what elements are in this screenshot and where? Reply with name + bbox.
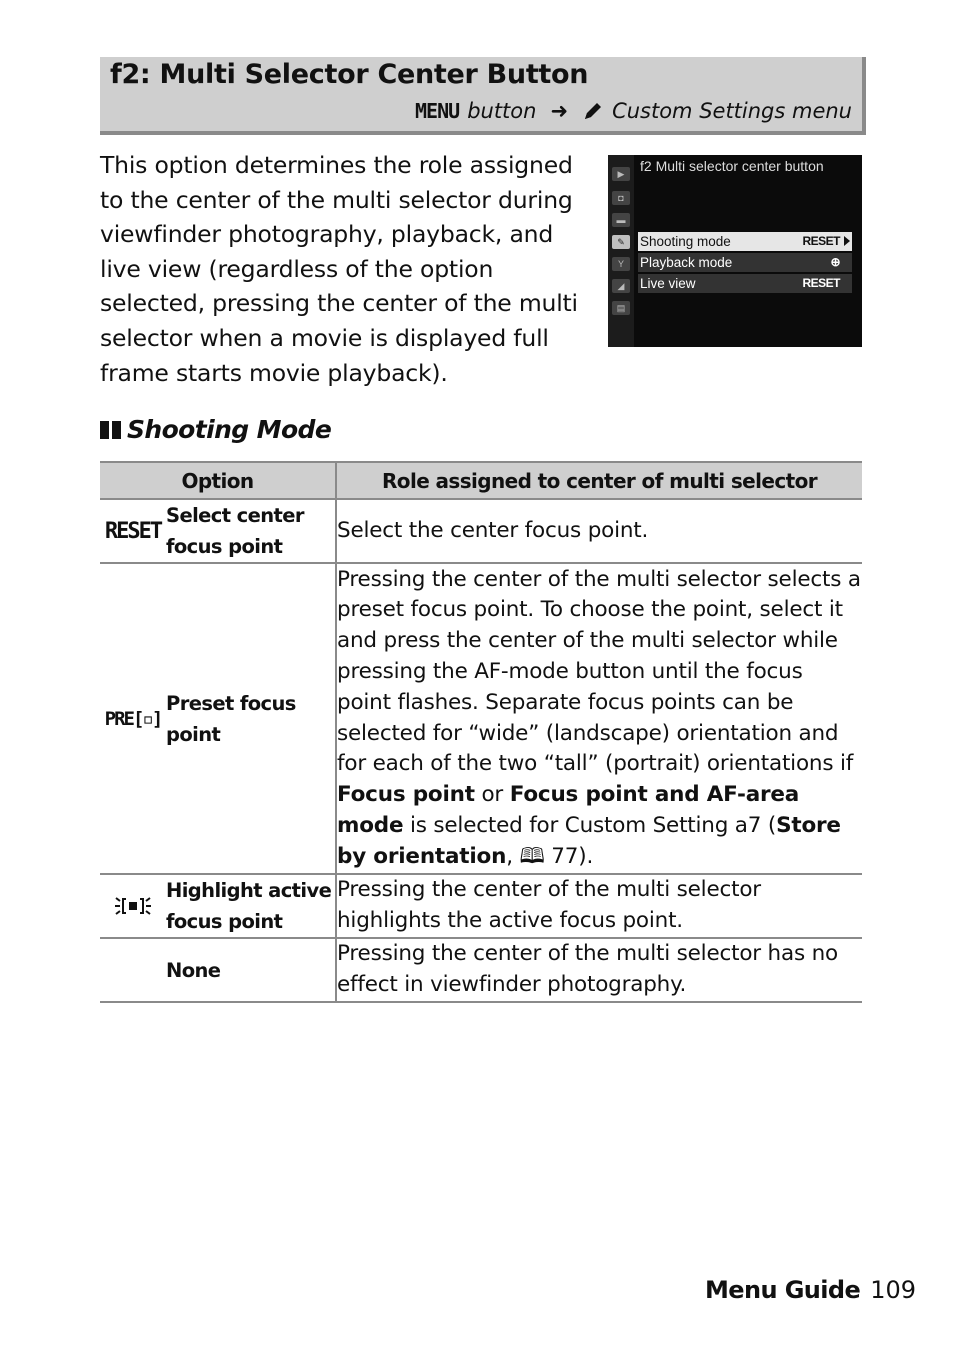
table-row bbox=[100, 874, 862, 938]
option-description: Select the center focus point. bbox=[336, 499, 862, 563]
option-name: Preset focus point bbox=[166, 691, 296, 746]
desc-text: Pressing the center of the multi selector selects a preset focus point. To choose the point, select it and press the center of the multi selector while pressing the AF-mode button until the focus point flashes. Separate focus points can be selected for “wide” (landscape) orientation and for each of the two “tall” (portrait) orientations if bbox=[337, 566, 861, 777]
option-cell bbox=[100, 499, 336, 563]
playback-tab-icon: ▶ bbox=[612, 167, 630, 181]
column-header-option: Option bbox=[100, 462, 336, 499]
pencil-icon bbox=[582, 100, 604, 122]
screen-row-live-view bbox=[638, 274, 852, 293]
highlight-focus-icon bbox=[100, 893, 166, 919]
desc-text: , bbox=[506, 843, 520, 869]
intro-paragraph: This option determines the role assigned to the center of the multi selector during viewfinder photography, playback, and live view (regardless of the option selected, pressing the center of the multi selector when a movie is displayed full frame starts movie playback). bbox=[100, 151, 578, 387]
desc-text: 77). bbox=[544, 843, 594, 869]
table-row bbox=[100, 563, 862, 874]
option-description: Pressing the center of the multi selector highlights the active focus point. bbox=[336, 874, 862, 938]
desc-text: or bbox=[474, 782, 510, 808]
camera-menu-screenshot bbox=[608, 155, 862, 347]
section-heading-text: Shooting Mode bbox=[127, 415, 332, 444]
option-cell bbox=[100, 563, 336, 874]
table-row bbox=[100, 938, 862, 1002]
preset-focus-icon: PRE[▫] bbox=[104, 707, 162, 730]
section-header bbox=[100, 57, 866, 135]
menu-path-menu: Custom Settings menu bbox=[612, 99, 852, 123]
screen-row-playback-mode bbox=[638, 253, 852, 272]
arrow-icon: ➜ bbox=[550, 99, 569, 123]
screen-row-label: Shooting mode bbox=[640, 234, 731, 249]
section-heading bbox=[100, 415, 331, 444]
footer-section-name: Menu Guide bbox=[705, 1276, 861, 1304]
movie-tab-icon: ▬ bbox=[612, 213, 630, 227]
option-name: None bbox=[166, 958, 221, 982]
setup-tab-icon: Y bbox=[612, 257, 630, 271]
option-description: Pressing the center of the multi selector has no effect in viewfinder photography. bbox=[336, 938, 862, 1002]
desc-bold-focus-point: Focus point bbox=[337, 782, 475, 808]
camera-tab-icon: ◘ bbox=[612, 191, 630, 205]
menu-path bbox=[415, 99, 852, 123]
screen-row-value: RESET bbox=[802, 276, 840, 290]
caret-right-icon bbox=[844, 236, 850, 246]
option-name: Select center focus point bbox=[166, 504, 304, 558]
column-header-role: Role assigned to center of multi selector bbox=[336, 462, 862, 499]
retouch-tab-icon: ◢ bbox=[612, 279, 630, 293]
screen-row-shooting-mode bbox=[638, 232, 852, 251]
zoom-icon: ⊕ bbox=[830, 255, 840, 269]
menu-button-label: MENU bbox=[415, 99, 460, 123]
screen-row-label: Playback mode bbox=[640, 255, 733, 270]
page-footer bbox=[705, 1276, 916, 1304]
menu-path-button: button bbox=[467, 99, 537, 123]
desc-bold-store-by-orientation: Store by orientation bbox=[337, 812, 841, 869]
desc-bold-focus-point-af-area: Focus point and AF-area mode bbox=[337, 782, 800, 838]
screen-row-value: RESET bbox=[802, 234, 840, 248]
option-cell bbox=[100, 874, 336, 938]
reset-icon: RESET bbox=[104, 518, 162, 544]
screen-row-label: Live view bbox=[640, 276, 696, 291]
desc-text: is selected for Custom Setting a7 ( bbox=[403, 812, 777, 838]
my-menu-tab-icon: ▤ bbox=[612, 301, 630, 315]
screen-title: f2 Multi selector center button bbox=[640, 158, 824, 174]
page-number: 109 bbox=[870, 1276, 916, 1304]
option-description bbox=[336, 563, 862, 874]
custom-settings-tab-icon: ✎ bbox=[612, 235, 630, 249]
option-name: Highlight active focus point bbox=[166, 879, 332, 933]
table-row bbox=[100, 499, 862, 563]
page-title: f2: Multi Selector Center Button bbox=[110, 59, 589, 90]
book-icon: 🕮 bbox=[519, 843, 545, 869]
option-cell bbox=[100, 938, 336, 1002]
table-header-row bbox=[100, 462, 862, 499]
menu-tabs bbox=[608, 155, 634, 347]
section-marker-icon bbox=[100, 421, 121, 439]
options-table bbox=[100, 461, 862, 1003]
